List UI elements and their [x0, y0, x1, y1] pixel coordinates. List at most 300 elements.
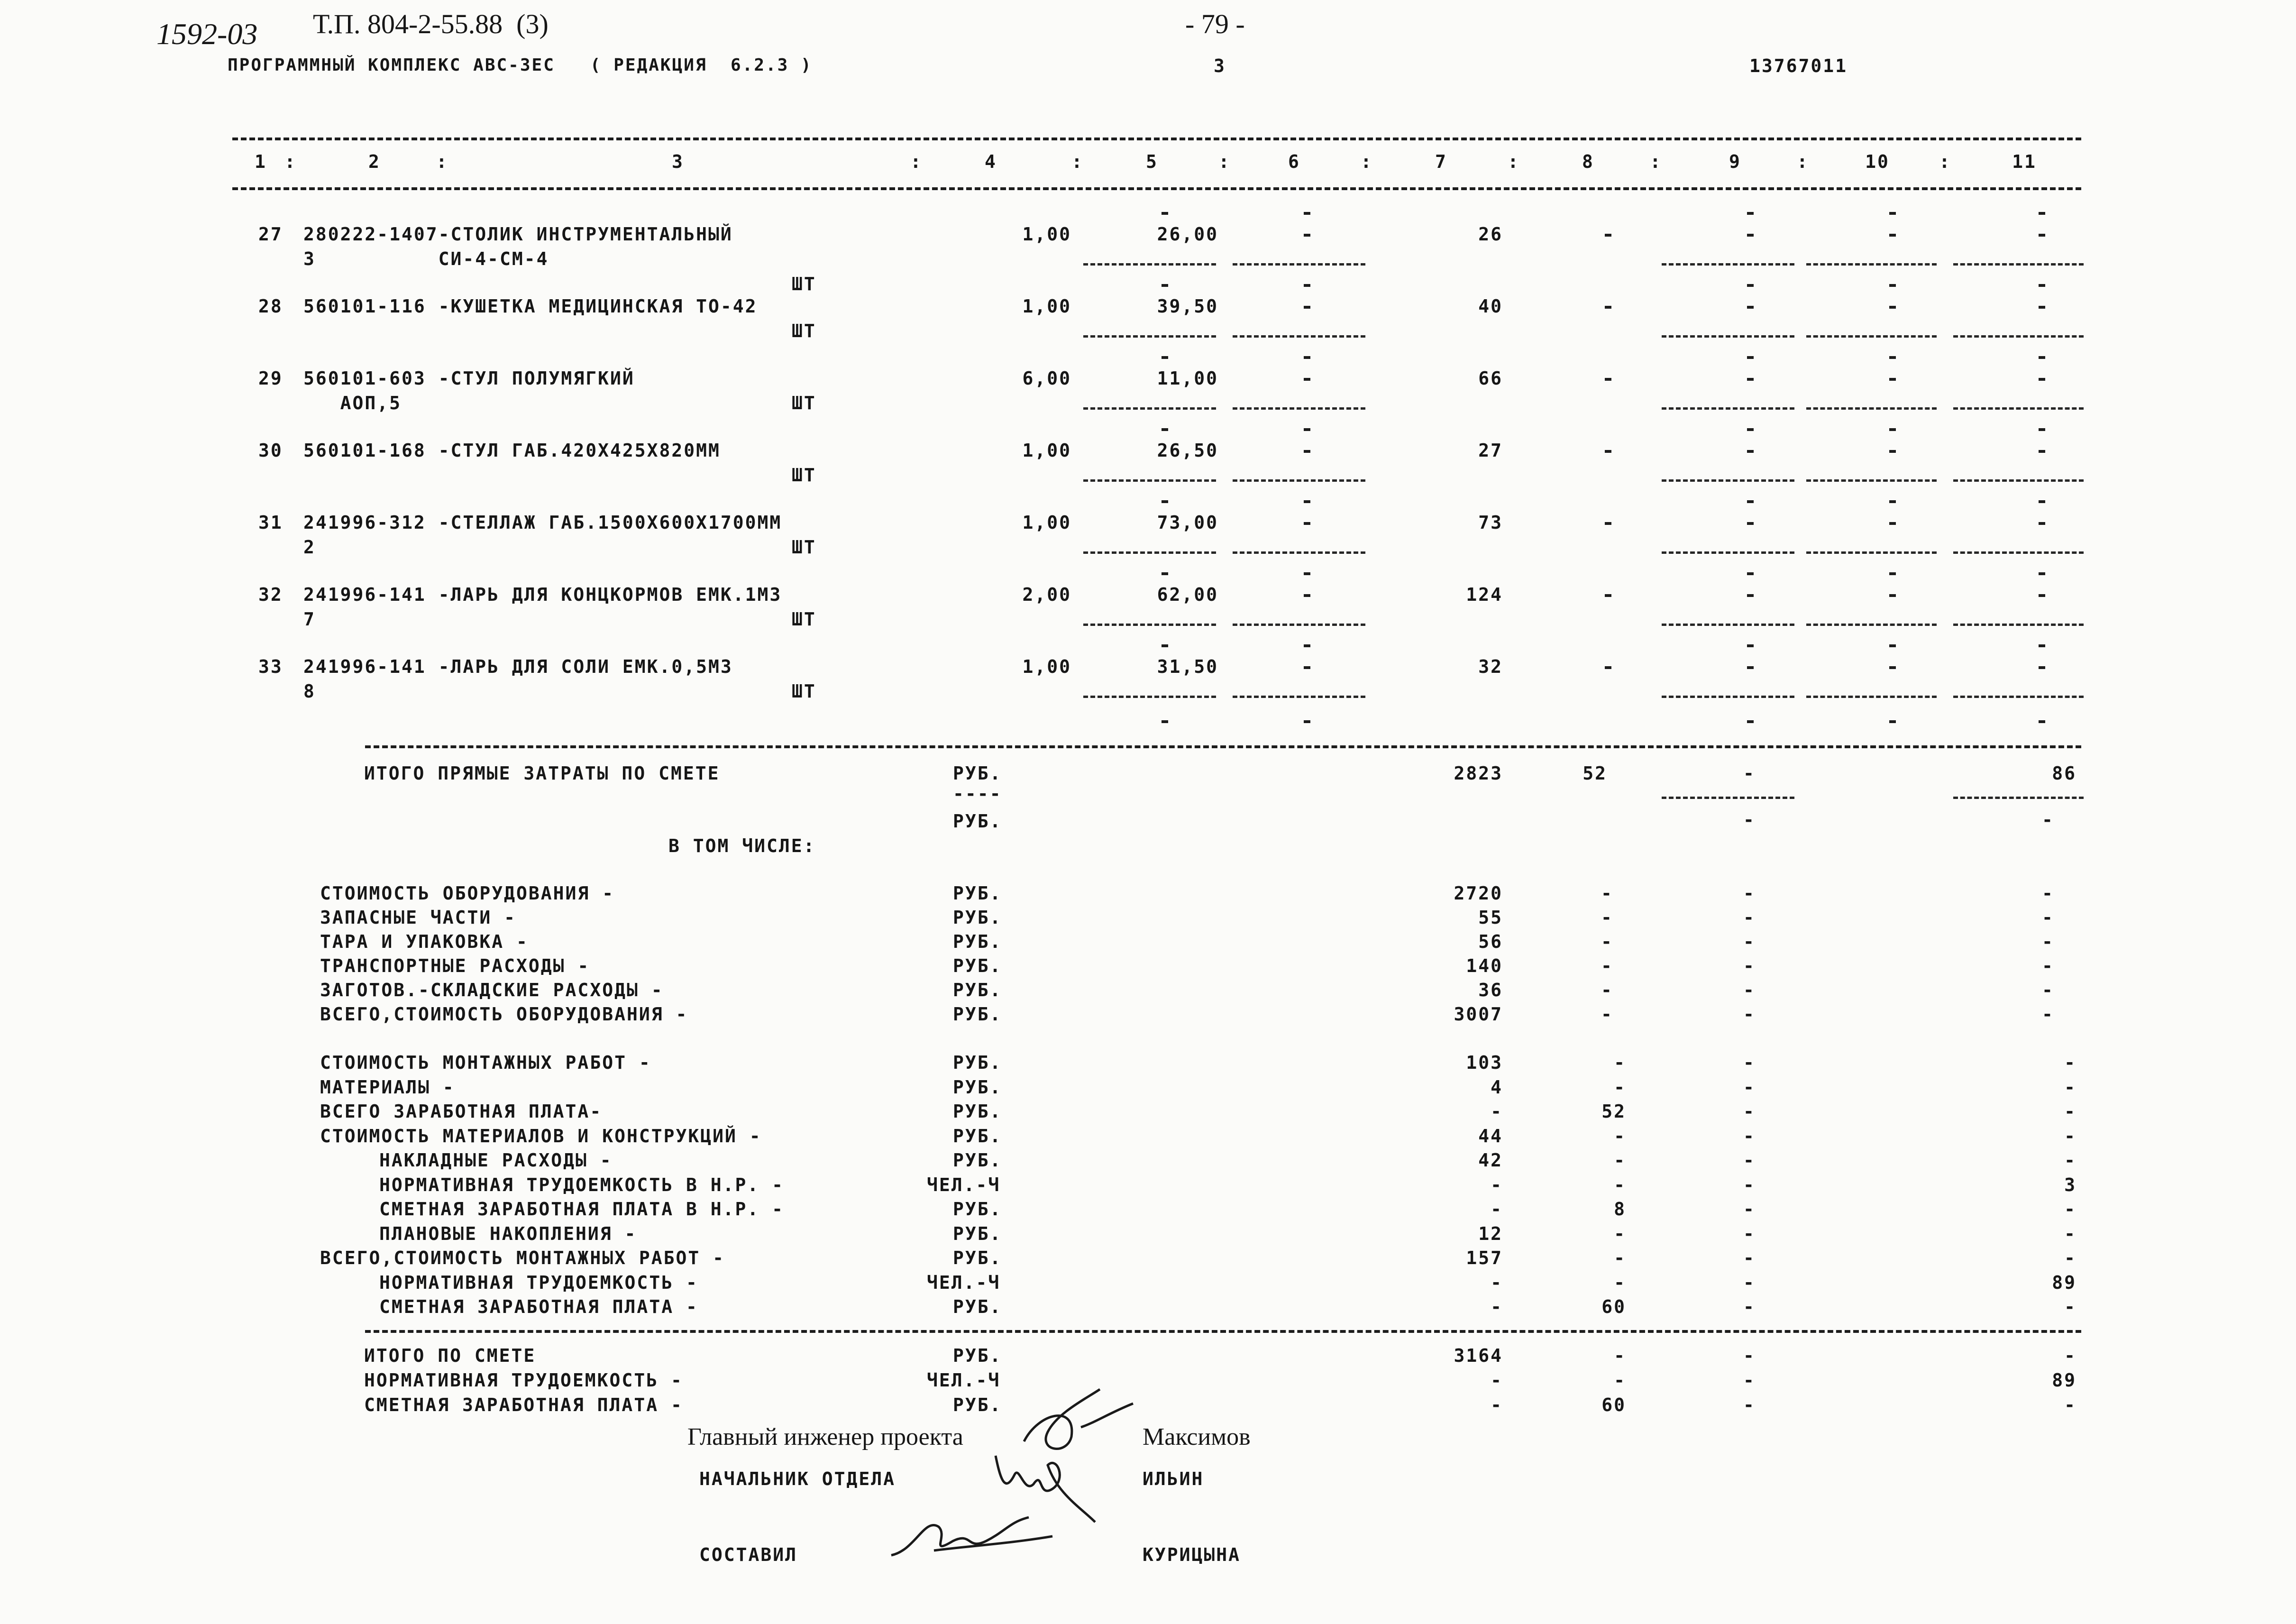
subtotal-rule	[1662, 696, 1794, 698]
equipment-line-col7: 55	[1478, 907, 1503, 928]
item-description: 241996-312 -СТЕЛЛАЖ ГАБ.1500Х600Х1700ММ	[303, 512, 782, 533]
col6-dash	[1304, 666, 1310, 669]
subtotal-rule	[1233, 624, 1365, 626]
col8-dash	[1605, 450, 1611, 453]
subtotal-rule	[1083, 696, 1216, 698]
page-number: - 79 -	[1185, 9, 1245, 39]
direct-costs-col11-rule	[1953, 797, 2084, 799]
installation-line-unit: ЧЕЛ.-Ч	[927, 1174, 1001, 1195]
col11-dash	[2039, 212, 2045, 215]
equipment-line-unit: РУБ.	[953, 980, 1002, 1000]
col6-dash	[1304, 522, 1310, 525]
item-description-line2: 3 СИ-4-СМ-4	[303, 248, 549, 269]
col10-dash	[1889, 284, 1896, 287]
installation-line-col9: -	[1743, 1248, 1756, 1268]
direct-costs-col11-b: -	[2042, 809, 2054, 830]
item-description-line2: 7	[303, 609, 316, 630]
equipment-line-label: ВСЕГО,СТОИМОСТЬ ОБОРУДОВАНИЯ -	[320, 1004, 688, 1025]
column-separator: :	[284, 151, 297, 172]
installation-line-col8: 52	[1601, 1101, 1626, 1122]
header-bottom-rule	[232, 187, 2081, 190]
col11-dash	[2039, 644, 2045, 647]
equipment-line-unit: РУБ.	[953, 883, 1002, 904]
item-total: 27	[1478, 440, 1503, 461]
col9-dash	[1747, 644, 1754, 647]
installation-line-unit: РУБ.	[953, 1125, 1002, 1147]
installation-line-unit: ЧЕЛ.-Ч	[927, 1272, 1001, 1293]
col8-dash	[1605, 306, 1611, 309]
item-unit-price: 11,00	[1157, 368, 1218, 389]
installation-line-col7: 4	[1491, 1076, 1503, 1098]
col9-dash	[1747, 234, 1754, 237]
subtotal-rule	[1083, 551, 1216, 554]
item-unit: ШТ	[792, 681, 816, 702]
installation-line-col11: -	[2064, 1223, 2076, 1244]
col10-dash	[1889, 450, 1896, 453]
item-unit-price: 39,50	[1157, 296, 1218, 317]
subtotal-rule	[1662, 479, 1794, 482]
col10-dash	[1889, 522, 1896, 525]
installation-line-col9: -	[1743, 1150, 1756, 1171]
department-head-title: НАЧАЛЬНИК ОТДЕЛА	[699, 1468, 896, 1489]
col6-dash	[1304, 306, 1310, 309]
subtotal-rule	[1806, 551, 1937, 554]
col10-dash	[1889, 212, 1896, 215]
row-number: 28	[258, 296, 283, 317]
col8-dash	[1605, 234, 1611, 237]
installation-line-col11: -	[2064, 1199, 2076, 1220]
row-number: 29	[258, 368, 283, 389]
col9-dash	[1747, 500, 1754, 503]
total-line-unit: ЧЕЛ.-Ч	[927, 1370, 1001, 1391]
installation-line-col8: 8	[1614, 1199, 1626, 1220]
column-header-1: 1	[255, 151, 267, 172]
equipment-line-col8: -	[1601, 1004, 1613, 1025]
installation-line-col8: -	[1614, 1150, 1626, 1171]
equipment-line-col7: 2720	[1454, 883, 1503, 904]
equipment-line-col9: -	[1743, 883, 1756, 904]
item-description-line2: АОП,5	[303, 393, 402, 413]
installation-line-label: ВСЕГО ЗАРАБОТНАЯ ПЛАТА-	[320, 1101, 603, 1122]
equipment-line-label: ТРАНСПОРТНЫЕ РАСХОДЫ -	[320, 955, 590, 976]
col10-dash	[1889, 666, 1896, 669]
installation-line-col9: -	[1743, 1296, 1756, 1317]
installation-line-col11: -	[2064, 1150, 2076, 1171]
col9-dash	[1747, 284, 1754, 287]
subtotal-rule	[1953, 624, 2084, 626]
installation-line-col9: -	[1743, 1199, 1756, 1220]
installation-line-col9: -	[1743, 1174, 1756, 1195]
subtotal-rule	[1083, 335, 1216, 338]
direct-costs-unit: РУБ.	[953, 763, 1002, 784]
col5-dash	[1162, 720, 1168, 723]
installation-line-col8: 60	[1601, 1296, 1626, 1317]
item-description: 560101-168 -СТУЛ ГАБ.420Х425Х820ММ	[303, 440, 721, 461]
installation-line-label: СМЕТНАЯ ЗАРАБОТНАЯ ПЛАТА В Н.Р. -	[379, 1199, 784, 1220]
column-separator: :	[1650, 151, 1662, 172]
item-unit: ШТ	[792, 393, 816, 413]
installation-line-col9: -	[1743, 1272, 1756, 1293]
col6-dash	[1304, 212, 1310, 215]
direct-costs-col9: -	[1743, 763, 1756, 784]
installation-line-col7: -	[1491, 1174, 1503, 1195]
col11-dash	[2039, 522, 2045, 525]
installation-line-col8: -	[1614, 1223, 1626, 1244]
equipment-line-col7: 3007	[1454, 1004, 1503, 1025]
item-description-line2: 2	[303, 537, 316, 558]
installation-line-label: НОРМАТИВНАЯ ТРУДОЕМКОСТЬ -	[379, 1272, 698, 1293]
col9-dash	[1747, 378, 1754, 381]
col11-dash	[2039, 378, 2045, 381]
installation-line-col7: -	[1491, 1101, 1503, 1122]
row-number: 30	[258, 440, 283, 461]
chief-engineer-name: Максимов	[1143, 1423, 1251, 1450]
equipment-line-col8: -	[1601, 955, 1613, 976]
col6-dash	[1304, 234, 1310, 237]
equipment-line-col7: 36	[1478, 980, 1503, 1000]
subtotal-rule	[1083, 479, 1216, 482]
item-unit-price: 62,00	[1157, 584, 1218, 605]
installation-line-col7: 103	[1466, 1052, 1503, 1073]
item-unit: ШТ	[792, 274, 816, 294]
subtotal-rule	[1662, 551, 1794, 554]
equipment-line-col11: -	[2042, 980, 2054, 1000]
column-header-8: 8	[1582, 151, 1594, 172]
column-separator: :	[910, 151, 923, 172]
installation-line-col9: -	[1743, 1125, 1756, 1147]
installation-line-col11: -	[2064, 1125, 2076, 1147]
col9-dash	[1747, 720, 1754, 723]
col11-dash	[2039, 284, 2045, 287]
equipment-line-unit: РУБ.	[953, 907, 1002, 928]
installation-line-unit: РУБ.	[953, 1052, 1002, 1073]
total-line-col9: -	[1743, 1395, 1756, 1415]
col8-dash	[1605, 522, 1611, 525]
column-header-7: 7	[1435, 151, 1447, 172]
subtotal-rule	[1662, 407, 1794, 410]
row-number: 27	[258, 224, 283, 245]
equipment-line-col11: -	[2042, 907, 2054, 928]
subtotal-rule	[1953, 407, 2084, 410]
col8-dash	[1605, 378, 1611, 381]
equipment-line-col9: -	[1743, 931, 1756, 952]
col11-dash	[2039, 428, 2045, 431]
subtotal-rule	[1083, 407, 1216, 410]
installation-line-col7: -	[1491, 1296, 1503, 1317]
installation-line-label: НОРМАТИВНАЯ ТРУДОЕМКОСТЬ В Н.Р. -	[379, 1174, 784, 1195]
col11-dash	[2039, 572, 2045, 575]
direct-costs-col9-rule	[1662, 797, 1794, 799]
item-description: 241996-141 -ЛАРЬ ДЛЯ СОЛИ ЕМК.0,5М3	[303, 656, 733, 677]
row-number: 32	[258, 584, 283, 605]
chief-engineer-title: Главный инженер проекта	[687, 1423, 963, 1450]
column-separator: :	[1071, 151, 1084, 172]
col9-dash	[1747, 428, 1754, 431]
total-line-col9: -	[1743, 1345, 1756, 1366]
equipment-line-label: ТАРА И УПАКОВКА -	[320, 931, 529, 952]
item-quantity: 6,00	[1022, 368, 1071, 389]
col11-dash	[2039, 720, 2045, 723]
col11-dash	[2039, 450, 2045, 453]
col5-dash	[1162, 284, 1168, 287]
total-line-col11: -	[2064, 1395, 2076, 1415]
total-line-col11: 89	[2052, 1370, 2076, 1391]
subtotal-rule	[1083, 624, 1216, 626]
installation-line-label: ВСЕГО,СТОИМОСТЬ МОНТАЖНЫХ РАБОТ -	[320, 1248, 725, 1268]
col11-dash	[2039, 234, 2045, 237]
col8-dash	[1605, 666, 1611, 669]
equipment-line-col11: -	[2042, 931, 2054, 952]
subtotal-rule	[1953, 696, 2084, 698]
total-line-col7: 3164	[1454, 1345, 1503, 1366]
total-line-col9: -	[1743, 1370, 1756, 1391]
installation-line-unit: РУБ.	[953, 1223, 1002, 1244]
installation-line-col7: -	[1491, 1199, 1503, 1220]
direct-costs-unit-dash: ----	[953, 783, 1002, 804]
subtotal-rule	[1806, 263, 1937, 266]
installation-line-col7: 157	[1466, 1248, 1503, 1268]
item-quantity: 1,00	[1022, 296, 1071, 317]
equipment-line-col7: 140	[1466, 955, 1503, 976]
item-unit-price: 26,00	[1157, 224, 1218, 245]
col9-dash	[1747, 572, 1754, 575]
col11-dash	[2039, 356, 2045, 359]
col9-dash	[1747, 666, 1754, 669]
subtotal-rule	[1233, 335, 1365, 338]
subtotal-rule	[1233, 263, 1365, 266]
col8-dash	[1605, 594, 1611, 597]
summary-top-rule	[365, 745, 2081, 748]
item-total: 32	[1478, 656, 1503, 677]
col9-dash	[1747, 306, 1754, 309]
item-quantity: 1,00	[1022, 224, 1071, 245]
item-description: 560101-116 -КУШЕТКА МЕДИЦИНСКАЯ ТО-42	[303, 296, 758, 317]
installation-line-col11: 89	[2052, 1272, 2076, 1293]
col9-dash	[1747, 522, 1754, 525]
total-line-col8: 60	[1601, 1395, 1626, 1415]
subtotal-rule	[1806, 479, 1937, 482]
col5-dash	[1162, 572, 1168, 575]
col10-dash	[1889, 378, 1896, 381]
equipment-line-col7: 56	[1478, 931, 1503, 952]
equipment-line-col8: -	[1601, 907, 1613, 928]
installation-line-unit: РУБ.	[953, 1101, 1002, 1122]
item-quantity: 1,00	[1022, 656, 1071, 677]
total-line-col8: -	[1614, 1345, 1626, 1366]
column-header-9: 9	[1729, 151, 1741, 172]
column-header-10: 10	[1865, 151, 1890, 172]
installation-line-col11: -	[2064, 1052, 2076, 1073]
installation-line-col9: -	[1743, 1223, 1756, 1244]
item-unit: ШТ	[792, 465, 816, 486]
equipment-line-unit: РУБ.	[953, 1004, 1002, 1025]
col11-dash	[2039, 306, 2045, 309]
col10-dash	[1889, 720, 1896, 723]
col6-dash	[1304, 594, 1310, 597]
installation-line-label: СТОИМОСТЬ МОНТАЖНЫХ РАБОТ -	[320, 1052, 651, 1073]
installation-line-label: МАТЕРИАЛЫ -	[320, 1076, 455, 1098]
item-total: 124	[1466, 584, 1503, 605]
compiled-by-name: КУРИЦЫНА	[1143, 1544, 1241, 1565]
col5-dash	[1162, 356, 1168, 359]
installation-line-col9: -	[1743, 1076, 1756, 1098]
column-header-4: 4	[985, 151, 997, 172]
total-line-col8: -	[1614, 1370, 1626, 1391]
col10-dash	[1889, 306, 1896, 309]
col6-dash	[1304, 720, 1310, 723]
installation-line-col11: -	[2064, 1101, 2076, 1122]
item-unit: ШТ	[792, 537, 816, 558]
installation-line-col8: -	[1614, 1052, 1626, 1073]
subtotal-rule	[1806, 696, 1937, 698]
col10-dash	[1889, 594, 1896, 597]
col9-dash	[1747, 356, 1754, 359]
item-quantity: 2,00	[1022, 584, 1071, 605]
subtotal-rule	[1806, 624, 1937, 626]
document-reference: Т.П. 804-2-55.88 (3)	[313, 9, 549, 39]
column-separator: :	[1218, 151, 1231, 172]
item-unit-price: 31,50	[1157, 656, 1218, 677]
item-total: 40	[1478, 296, 1503, 317]
col6-dash	[1304, 378, 1310, 381]
installation-line-label: СМЕТНАЯ ЗАРАБОТНАЯ ПЛАТА -	[379, 1296, 698, 1317]
col6-dash	[1304, 284, 1310, 287]
header-top-rule	[232, 138, 2081, 140]
total-line-label: СМЕТНАЯ ЗАРАБОТНАЯ ПЛАТА -	[364, 1395, 683, 1415]
col6-dash	[1304, 572, 1310, 575]
installation-line-col11: -	[2064, 1076, 2076, 1098]
compiled-by-signature	[887, 1508, 1057, 1565]
department-head-name: ИЛЬИН	[1143, 1468, 1204, 1489]
total-line-unit: РУБ.	[953, 1395, 1002, 1415]
item-description-line2: 8	[303, 681, 316, 702]
equipment-line-col9: -	[1743, 907, 1756, 928]
equipment-line-col9: -	[1743, 980, 1756, 1000]
equipment-line-label: СТОИМОСТЬ ОБОРУДОВАНИЯ -	[320, 883, 615, 904]
equipment-line-col9: -	[1743, 1004, 1756, 1025]
subtotal-rule	[1953, 551, 2084, 554]
equipment-line-unit: РУБ.	[953, 955, 1002, 976]
installation-line-col8: -	[1614, 1272, 1626, 1293]
installation-line-col7: -	[1491, 1272, 1503, 1293]
equipment-line-col8: -	[1601, 931, 1613, 952]
column-header-11: 11	[2012, 151, 2037, 172]
col5-dash	[1162, 212, 1168, 215]
col5-dash	[1162, 500, 1168, 503]
col11-dash	[2039, 500, 2045, 503]
item-total: 73	[1478, 512, 1503, 533]
installation-line-col9: -	[1743, 1052, 1756, 1073]
direct-costs-label: ИТОГО ПРЯМЫЕ ЗАТРАТЫ ПО СМЕТЕ	[364, 763, 720, 784]
col6-dash	[1304, 428, 1310, 431]
equipment-line-col11: -	[2042, 1004, 2054, 1025]
installation-line-col11: 3	[2064, 1174, 2076, 1195]
installation-line-col8: -	[1614, 1248, 1626, 1268]
installation-line-unit: РУБ.	[953, 1248, 1002, 1268]
equipment-line-col8: -	[1601, 883, 1613, 904]
item-quantity: 1,00	[1022, 512, 1071, 533]
installation-line-col7: 42	[1478, 1150, 1503, 1171]
col6-dash	[1304, 644, 1310, 647]
col10-dash	[1889, 428, 1896, 431]
installation-line-col8: -	[1614, 1125, 1626, 1147]
software-name: ПРОГРАММНЫЙ КОМПЛЕКС АВС-ЗЕС ( РЕДАКЦИЯ 6.2.3 )	[228, 55, 813, 75]
item-quantity: 1,00	[1022, 440, 1071, 461]
installation-line-col8: -	[1614, 1174, 1626, 1195]
subtotal-rule	[1953, 335, 2084, 338]
total-line-col7: -	[1491, 1395, 1503, 1415]
col10-dash	[1889, 572, 1896, 575]
item-unit-price: 73,00	[1157, 512, 1218, 533]
subtotal-rule	[1233, 407, 1365, 410]
direct-costs-unit-2: РУБ.	[953, 811, 1002, 832]
direct-costs-col8: 52	[1583, 763, 1607, 784]
total-line-col11: -	[2064, 1345, 2076, 1366]
item-unit-price: 26,50	[1157, 440, 1218, 461]
equipment-line-col11: -	[2042, 883, 2054, 904]
col11-dash	[2039, 666, 2045, 669]
subtotal-rule	[1233, 696, 1365, 698]
item-description: 241996-141 -ЛАРЬ ДЛЯ КОНЦКОРМОВ ЕМК.1М3	[303, 584, 782, 605]
equipment-line-col11: -	[2042, 955, 2054, 976]
column-header-3: 3	[672, 151, 684, 172]
column-separator: :	[1797, 151, 1809, 172]
total-line-unit: РУБ.	[953, 1345, 1002, 1366]
subtotal-rule	[1233, 551, 1365, 554]
equipment-line-col8: -	[1601, 980, 1613, 1000]
item-description: 280222-1407-СТОЛИК ИНСТРУМЕНТАЛЬНЫЙ	[303, 224, 733, 245]
direct-costs-col7: 2823	[1454, 763, 1503, 784]
item-description: 560101-603 -СТУЛ ПОЛУМЯГКИЙ	[303, 368, 635, 389]
item-total: 66	[1478, 368, 1503, 389]
subtotal-rule	[1233, 479, 1365, 482]
column-separator: :	[1508, 151, 1520, 172]
including-label: В ТОМ ЧИСЛЕ:	[668, 835, 816, 856]
totals-top-rule	[365, 1330, 2081, 1333]
col11-dash	[2039, 594, 2045, 597]
equipment-line-col9: -	[1743, 955, 1756, 976]
total-line-label: ИТОГО ПО СМЕТЕ	[364, 1345, 536, 1366]
column-header-5: 5	[1146, 151, 1158, 172]
installation-line-unit: РУБ.	[953, 1150, 1002, 1171]
installation-line-col9: -	[1743, 1101, 1756, 1122]
installation-line-col7: 44	[1478, 1125, 1503, 1147]
installation-line-col8: -	[1614, 1076, 1626, 1098]
installation-line-label: СТОИМОСТЬ МАТЕРИАЛОВ И КОНСТРУКЦИЙ -	[320, 1125, 762, 1147]
direct-costs-col11: 86	[2052, 763, 2076, 784]
installation-line-unit: РУБ.	[953, 1296, 1002, 1317]
compiled-by-title: СОСТАВИЛ	[699, 1544, 798, 1565]
installation-line-col7: 12	[1478, 1223, 1503, 1244]
installation-line-label: ПЛАНОВЫЕ НАКОПЛЕНИЯ -	[379, 1223, 637, 1244]
col9-dash	[1747, 594, 1754, 597]
col5-dash	[1162, 644, 1168, 647]
subtotal-rule	[1662, 624, 1794, 626]
col10-dash	[1889, 644, 1896, 647]
column-header-6: 6	[1288, 151, 1300, 172]
item-unit: ШТ	[792, 609, 816, 630]
subtotal-rule	[1806, 407, 1937, 410]
col10-dash	[1889, 500, 1896, 503]
column-separator: :	[1361, 151, 1373, 172]
col10-dash	[1889, 234, 1896, 237]
installation-line-col11: -	[2064, 1248, 2076, 1268]
subtotal-rule	[1083, 263, 1216, 266]
row-number: 33	[258, 656, 283, 677]
subtotal-rule	[1953, 263, 2084, 266]
equipment-line-label: ЗАГОТОВ.-СКЛАДСКИЕ РАСХОДЫ -	[320, 980, 664, 1000]
col5-dash	[1162, 428, 1168, 431]
